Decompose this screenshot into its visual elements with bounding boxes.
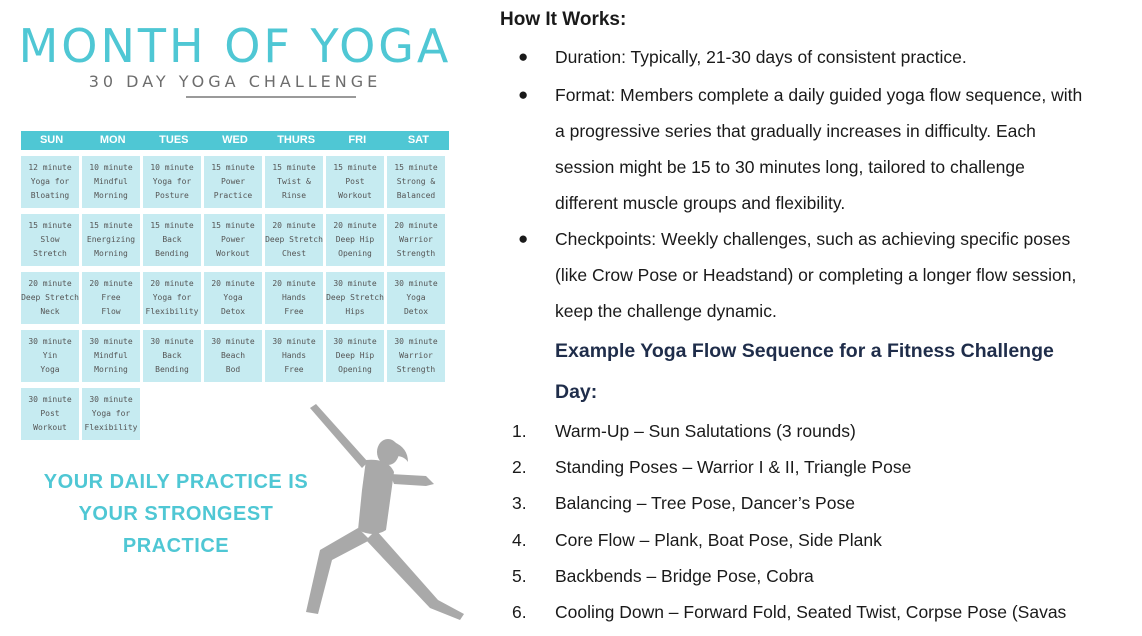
calendar-day-cell: 30 minute Back Bending bbox=[143, 330, 201, 382]
step-text: Cooling Down – Forward Fold, Seated Twist, Corpse Pose (Savas bbox=[555, 602, 1067, 622]
calendar-day-cell: 15 minute Energizing Morning bbox=[82, 214, 140, 266]
step-text: Warm-Up – Sun Salutations (3 rounds) bbox=[555, 421, 856, 441]
day-header: WED bbox=[222, 134, 248, 146]
calendar-day-cell: 20 minute Yoga Detox bbox=[204, 272, 262, 324]
poster-title: MONTH OF YOGA bbox=[18, 19, 452, 73]
calendar-day-cell: 30 minute Yoga for Flexibility bbox=[82, 388, 140, 440]
calendar-day-cell: 20 minute Deep Hip Opening bbox=[326, 214, 384, 266]
calendar-day-cell: 20 minute Hands Free bbox=[265, 272, 323, 324]
step-number: 6. bbox=[512, 602, 527, 622]
calendar-day-cell: 10 minute Yoga for Posture bbox=[143, 156, 201, 208]
step-number: 3. bbox=[512, 493, 527, 513]
day-header: FRI bbox=[348, 134, 367, 146]
calendar-day-cell: 30 minute Mindful Morning bbox=[82, 330, 140, 382]
calendar-day-cell: 30 minute Warrior Strength bbox=[387, 330, 445, 382]
calendar-day-cell bbox=[143, 388, 201, 440]
calendar-day-cell: 15 minute Twist & Rinse bbox=[265, 156, 323, 208]
calendar-day-cell: 15 minute Power Workout bbox=[204, 214, 262, 266]
calendar-day-cell: 15 minute Back Bending bbox=[143, 214, 201, 266]
bullet-line: keep the challenge dynamic. bbox=[555, 301, 777, 321]
yoga-challenge-poster bbox=[0, 0, 480, 636]
bullet-line: Checkpoints: Weekly challenges, such as achieving specific poses bbox=[555, 229, 1071, 249]
step-number: 1. bbox=[512, 421, 527, 441]
calendar-day-cell: 10 minute Mindful Morning bbox=[82, 156, 140, 208]
calendar-day-cell: 20 minute Free Flow bbox=[82, 272, 140, 324]
calendar-week-row bbox=[21, 330, 449, 382]
step-text: Core Flow – Plank, Boat Pose, Side Plank bbox=[555, 530, 882, 550]
calendar-day-cell: 15 minute Post Workout bbox=[326, 156, 384, 208]
calendar-day-cell: 30 minute Yin Yoga bbox=[21, 330, 79, 382]
bullet-line: Format: Members complete a daily guided yoga flow sequence, with bbox=[555, 85, 1083, 105]
tagline-line: PRACTICE bbox=[122, 535, 230, 557]
poster-subtitle: 30 DAY YOGA CHALLENGE bbox=[88, 72, 382, 91]
calendar-week-row bbox=[21, 272, 449, 324]
example-sequence-heading bbox=[555, 331, 1135, 413]
article-content bbox=[498, 0, 1138, 636]
calendar-day-cell: 30 minute Deep Hip Opening bbox=[326, 330, 384, 382]
calendar-day-cell: 20 minute Warrior Strength bbox=[387, 214, 445, 266]
bullet-line: Duration: Typically, 21-30 days of consistent practice. bbox=[555, 47, 967, 67]
bullet-line: session might be 15 to 30 minutes long, tailored to challenge bbox=[555, 157, 1025, 177]
bullet-dot-icon: ● bbox=[518, 47, 529, 66]
calendar-header bbox=[21, 131, 449, 150]
step-number: 5. bbox=[512, 566, 527, 586]
day-header: MON bbox=[99, 134, 126, 146]
calendar-day-cell: 15 minute Slow Stretch bbox=[21, 214, 79, 266]
bullet-dot-icon: ● bbox=[518, 229, 529, 248]
challenge-calendar bbox=[21, 131, 449, 440]
calendar-day-cell: 30 minute Yoga Detox bbox=[387, 272, 445, 324]
subtitle-divider bbox=[186, 96, 356, 98]
tagline-line: YOUR STRONGEST bbox=[78, 503, 274, 525]
calendar-day-cell: 20 minute Deep Stretch Neck bbox=[21, 272, 79, 324]
calendar-body bbox=[21, 156, 449, 440]
calendar-week-row bbox=[21, 214, 449, 266]
bullet-dot-icon: ● bbox=[518, 85, 529, 104]
step-text: Standing Poses – Warrior I & II, Triangle Pose bbox=[555, 457, 912, 477]
bullet-line: different muscle groups and flexibility. bbox=[555, 193, 846, 213]
step-number: 4. bbox=[512, 530, 527, 550]
calendar-day-cell bbox=[204, 388, 262, 440]
heading-line: Example Yoga Flow Sequence for a Fitness Challenge bbox=[555, 340, 1054, 362]
bullet-line: a progressive series that gradually increases in difficulty. Each bbox=[555, 121, 1036, 141]
calendar-day-cell: 20 minute Yoga for Flexibility bbox=[143, 272, 201, 324]
bullet-line: (like Crow Pose or Headstand) or completing a longer flow session, bbox=[555, 265, 1077, 285]
step-number: 2. bbox=[512, 457, 527, 477]
calendar-day-cell: 15 minute Strong & Balanced bbox=[387, 156, 445, 208]
day-header: TUES bbox=[159, 134, 189, 146]
calendar-week-row bbox=[21, 156, 449, 208]
day-header: SUN bbox=[39, 134, 64, 146]
calendar-day-cell: 30 minute Hands Free bbox=[265, 330, 323, 382]
day-header: THURS bbox=[277, 134, 316, 146]
calendar-day-cell: 12 minute Yoga for Bloating bbox=[21, 156, 79, 208]
calendar-day-cell: 15 minute Power Practice bbox=[204, 156, 262, 208]
heading-line: Day: bbox=[555, 381, 598, 403]
step-text: Balancing – Tree Pose, Dancer’s Pose bbox=[555, 493, 855, 513]
tagline-line: YOUR DAILY PRACTICE IS bbox=[43, 471, 309, 493]
day-header: SAT bbox=[407, 134, 429, 146]
step-text: Backbends – Bridge Pose, Cobra bbox=[555, 566, 814, 586]
calendar-day-cell: 30 minute Deep Stretch Hips bbox=[326, 272, 384, 324]
calendar-day-cell: 20 minute Deep Stretch Chest bbox=[265, 214, 323, 266]
calendar-day-cell: 30 minute Beach Bod bbox=[204, 330, 262, 382]
how-it-works-heading: How It Works: bbox=[500, 9, 627, 30]
calendar-day-cell: 30 minute Post Workout bbox=[21, 388, 79, 440]
yoga-pose-figure-illustration bbox=[258, 400, 480, 625]
